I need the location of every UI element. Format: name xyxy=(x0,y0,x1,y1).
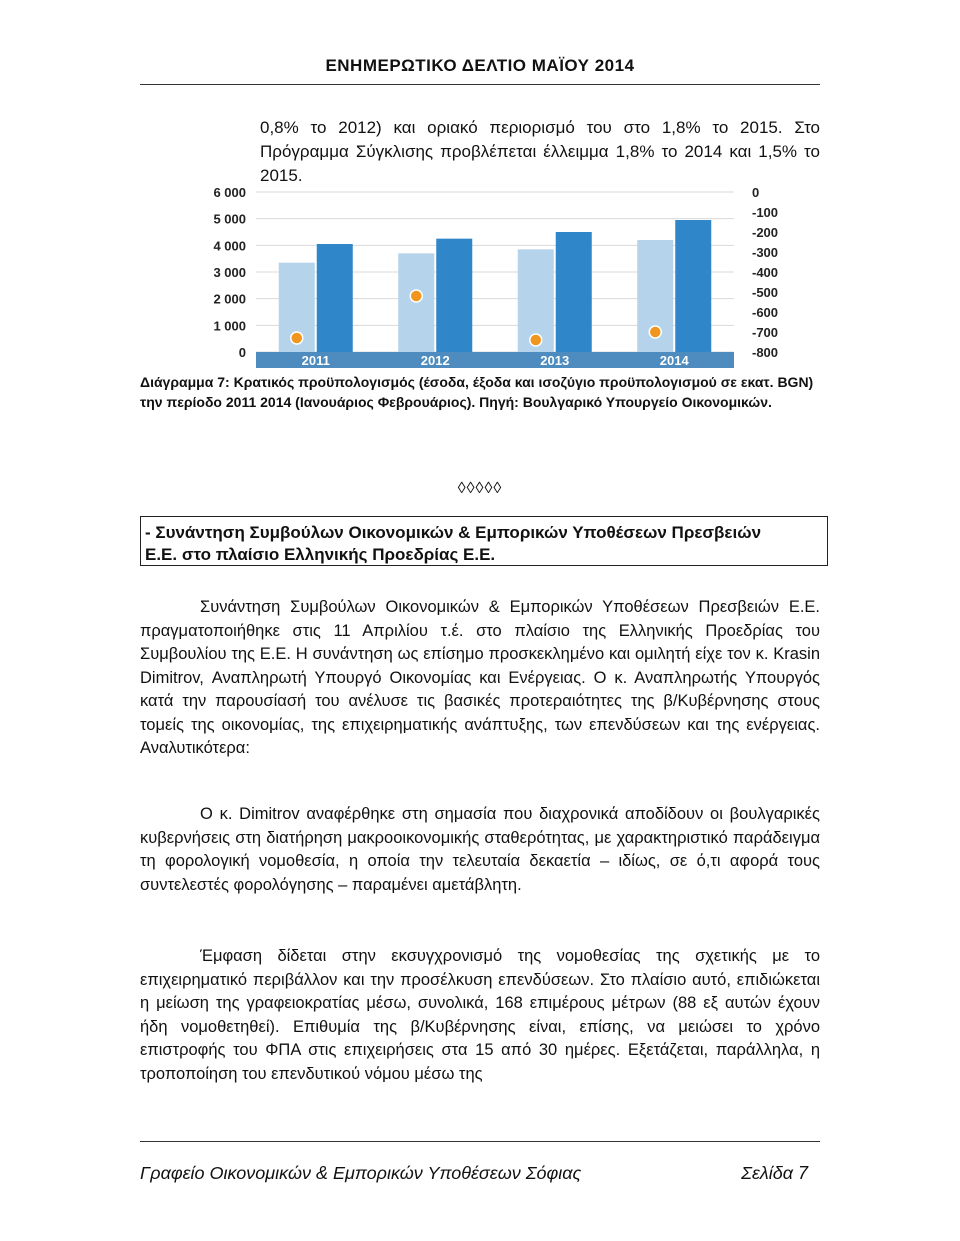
chart-left-tick-label: 4 000 xyxy=(213,238,246,254)
section-heading-box xyxy=(140,516,828,566)
chart-left-tick-label: 6 000 xyxy=(213,185,246,200)
footer-divider xyxy=(140,1141,820,1142)
paragraph-2: Ο κ. Dimitrov αναφέρθηκε στη σημασία που διαχρονικά αποδίδουν οι βουλγαρικές κυβερνήσεις στη διατήρηση μακροοικονομικής σταθερότητας, με χαρακτηριστικό παράδειγμα τη φορολογική νομοθεσία, η οποία την τελευταία δεκαετία – ιδίως, σε ό,τι αφορά τους συντελεστές φορολόγησης – παραμένει αμετάβλητη. xyxy=(140,805,820,894)
chart-right-tick-label: -800 xyxy=(752,345,779,360)
chart-bars xyxy=(279,220,712,352)
chart-left-tick-label: 1 000 xyxy=(213,318,246,334)
paragraph-3: Έμφαση δίδεται στην εκσυγχρονισμό της νομοθεσίας της σχετικής με το επιχειρηματικό περιβάλλον και την προσέλκυση επενδύσεων. Στο πλαίσιο αυτό, επιδιώκεται η μείωση της γραφειοκρατίας μέσω, συνολικά, 168 επιμέρους μέτρων (88 εξ αυτών έχουν ήδη νομοθετηθεί). Επιθυμία της β/Κυβέρνησης είναι, επίσης, να μειώσει το χρόνο επιστροφής του ΦΠΑ στις επιχειρήσεις στα 15 από 30 ημέρες. Εξετάζεται, παράλληλα, η τροποποίηση του επενδυτικού νόμου μέσω της xyxy=(140,947,820,1083)
page-header-title: ΕΝΗΜΕΡΩΤΙΚΟ ΔΕΛΤΙΟ ΜΑΪΟΥ 2014 xyxy=(325,56,635,75)
chart-left-tick-label: 3 000 xyxy=(213,265,246,280)
header-divider xyxy=(140,84,820,85)
chart-right-tick-label: -700 xyxy=(752,325,779,340)
section-heading-line-1: - Συνάντηση Συμβούλων Οικονομικών & Εμπορικών Υποθέσεων Πρεσβειών xyxy=(145,523,762,542)
chart-right-tick-label: -300 xyxy=(752,245,779,260)
section-heading-line-2: Ε.Ε. στο πλαίσιο Ελληνικής Προεδρίας Ε.Ε. xyxy=(145,545,496,564)
chart-right-tick-label: 0 xyxy=(752,185,760,200)
chart-left-tick-label: 2 000 xyxy=(213,291,246,307)
chart-caption: Διάγραμμα 7: Κρατικός προϋπολογισμός (έσοδα, έξοδα και ισοζύγιο προϋπολογισμού σε εκατ. BGN) την περίοδο 2011 2014 (Ιανουάριος Φεβρουάριος). Πηγή: Βουλγαρικό Υπουργείο Οικονομικών. xyxy=(140,374,814,410)
paragraph-1: Συνάντηση Συμβούλων Οικονομικών & Εμπορικών Υποθέσεων Πρεσβειών Ε.Ε. πραγματοποιήθηκε στις 11 Απριλίου τ.έ. στο πλαίσιο της Ελληνικής Προεδρίας του Συμβουλίου της Ε.Ε. Η συνάντηση ως επίσημο προσκεκλημένο και ομιλητή είχε τον κ. Krasin Dimitrov, Αναπληρωτή Υπουργό Οικονομίας και Ενέργειας. Ο κ. Αναπληρωτής Υπουργός κατά την παρουσίασή του ανέλυσε τις βασικές προτεραιότητες της β/Κυβέρνησης στους τομείς της οικονομίας, της επιχειρηματικής ανάπτυξης, των επενδύσεων και της ενέργειας. Αναλυτικότερα: xyxy=(140,598,820,757)
chart-x-tick-label: 2012 xyxy=(420,353,450,368)
budget-chart xyxy=(178,180,798,370)
chart-x-tick-label: 2014 xyxy=(659,353,689,368)
chart-bar xyxy=(556,232,592,352)
chart-right-axis xyxy=(752,185,778,360)
chart-right-tick-label: -600 xyxy=(752,305,779,320)
section-separator: ◊◊◊◊◊ xyxy=(457,480,503,497)
chart-right-tick-label: -200 xyxy=(752,225,779,240)
chart-balance-marker xyxy=(530,334,542,346)
chart-balance-marker xyxy=(649,326,661,338)
chart-balance-marker xyxy=(410,290,422,302)
chart-bar xyxy=(317,244,353,352)
chart-left-tick-label: 0 xyxy=(238,345,246,360)
chart-right-tick-label: -100 xyxy=(752,205,779,220)
chart-right-tick-label: -400 xyxy=(752,265,779,280)
footer-office-name: Γραφείο Οικονομικών & Εμπορικών Υποθέσεων Σόφιας xyxy=(140,1163,582,1183)
chart-balance-marker xyxy=(291,332,303,344)
footer-page-number: Σελίδα 7 xyxy=(741,1163,808,1183)
chart-left-tick-label: 5 000 xyxy=(213,211,246,227)
intro-paragraph: 0,8% το 2012) και οριακό περιορισμό του στο 1,8% το 2015. Στο Πρόγραμμα Σύγκλισης προβλέπεται έλλειμμα 1,8% το 2014 και 1,5% το 2015. xyxy=(260,118,820,185)
chart-bar xyxy=(436,239,472,352)
chart-x-axis xyxy=(256,352,734,368)
chart-right-tick-label: -500 xyxy=(752,285,779,300)
chart-bar xyxy=(675,220,711,352)
chart-x-tick-label: 2013 xyxy=(540,353,570,368)
chart-left-axis xyxy=(213,185,246,360)
chart-x-tick-label: 2011 xyxy=(301,353,330,368)
